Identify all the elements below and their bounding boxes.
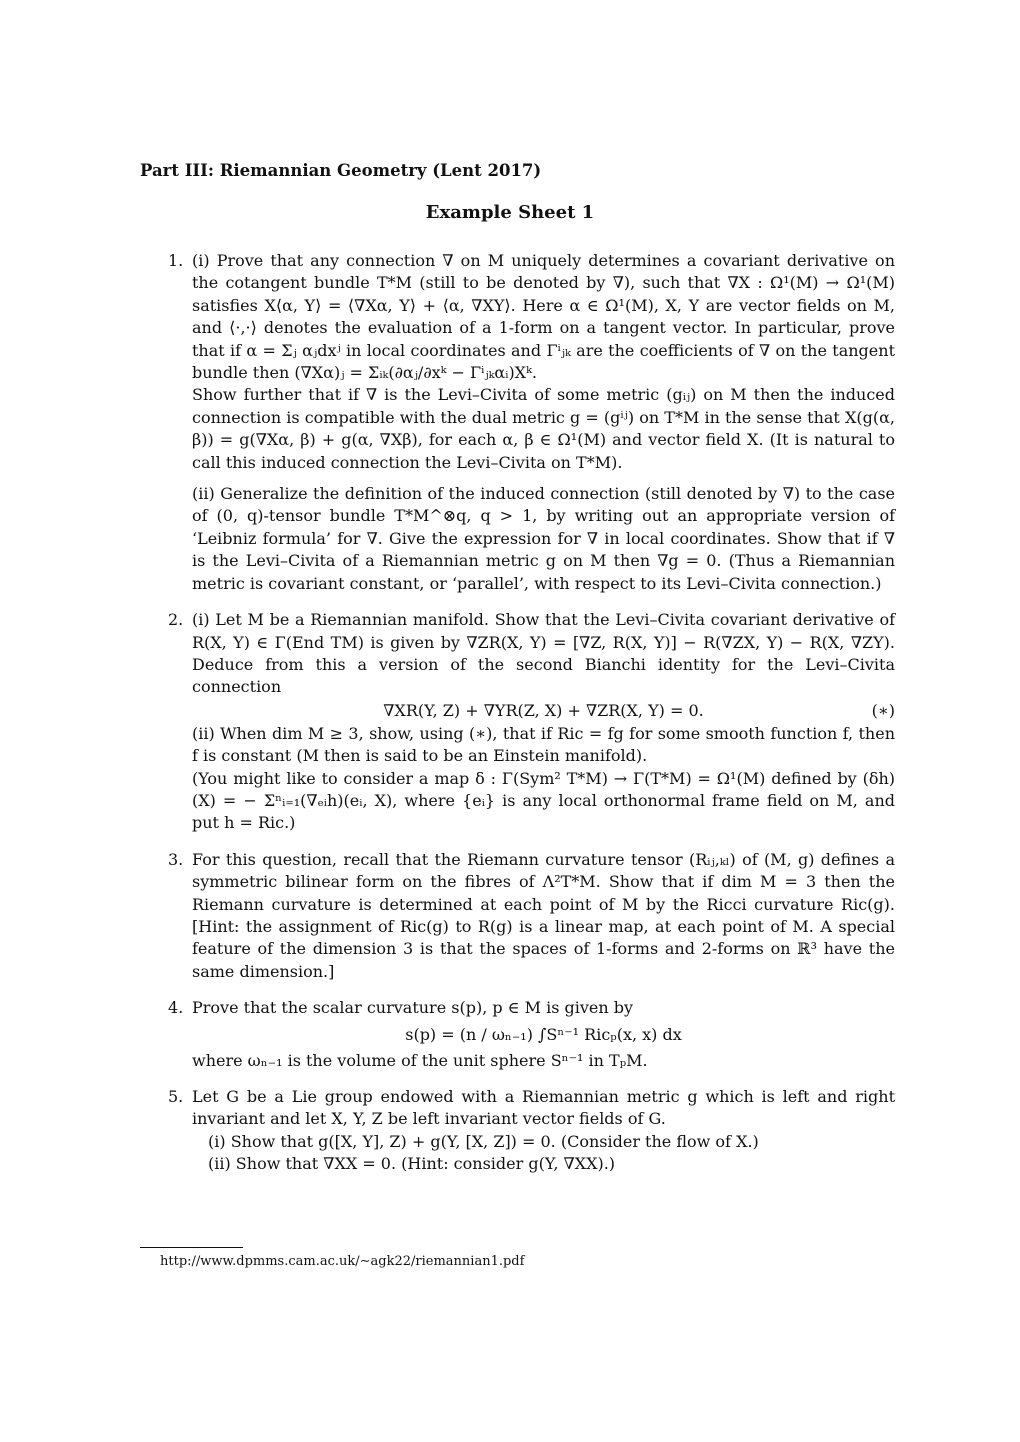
footnote-rule	[140, 1247, 243, 1248]
problem-5	[140, 1086, 895, 1176]
bianchi-identity-equation	[192, 699, 895, 723]
problem-list	[140, 250, 895, 1190]
equation-text: ∇XR(Y, Z) + ∇YR(Z, X) + ∇ZR(X, Y) = 0.	[383, 700, 704, 720]
sheet-title: Example Sheet 1	[425, 202, 595, 223]
problem-number: 4.	[168, 998, 184, 1018]
scalar-curvature-equation: s(p) = (n / ωₙ₋₁) ∫Sⁿ⁻¹ Ricₚ(x, x) dx	[405, 1024, 682, 1044]
problem-2-part-ii: (ii) When dim M ≥ 3, show, using (∗), that if Ric = fg for some smooth function f, then f is constant (M then is said to be an Einstein manifold).	[192, 723, 895, 766]
footnote-url: http://www.dpmms.cam.ac.uk/∼agk22/riemannian1.pdf	[160, 1254, 525, 1269]
problem-2-hint: (You might like to consider a map δ : Γ(Sym² T*M) → Γ(T*M) = Ω¹(M) defined by (δh)(X) = − Σⁿᵢ₌₁(∇ₑᵢh)(eᵢ, X), where {eᵢ} is any local orthonormal frame field on M, and put h = Ric.)	[192, 768, 895, 833]
problem-number: 2.	[168, 610, 184, 630]
problem-4-outro: where ωₙ₋₁ is the volume of the unit sphere Sⁿ⁻¹ in TₚM.	[192, 1050, 648, 1070]
problem-3-text: For this question, recall that the Riemann curvature tensor (Rᵢⱼ,ₖₗ) of (M, g) defines a symmetric bilinear form on the fibres of Λ²T*M. Show that if dim M = 3 then the Riemann curvature is determined at each point of M by the Ricci curvature Ric(g). [Hint: the assignment of Ric(g) to R(g) is a linear map, at each point of M. A special feature of the dimension 3 is that the spaces of 1-forms and 2-forms on ℝ³ have the same dimension.]	[192, 849, 895, 981]
problem-number: 3.	[168, 849, 184, 869]
problem-3	[140, 849, 895, 983]
problem-4	[140, 997, 895, 1072]
problem-1-compatibility: Show further that if ∇ is the Levi–Civita of some metric (gᵢⱼ) on M then the induced connection is compatible with the dual metric g = (gⁱʲ) on T*M in the sense that X(g(α, β)) = g(∇Xα, β) + g(α, ∇Xβ), for each α, β ∈ Ω¹(M) and vector field X. (It is natural to call this induced connection the Levi–Civita on T*M).	[192, 385, 895, 472]
problem-4-intro: Prove that the scalar curvature s(p), p ∈ M is given by	[192, 998, 634, 1018]
course-title: Part III: Riemannian Geometry (Lent 2017)	[140, 161, 542, 180]
problem-5-item-i: (i) Show that g([X, Y], Z) + g(Y, [X, Z]) = 0. (Consider the flow of X.)	[208, 1131, 759, 1151]
problem-number: 1.	[168, 251, 184, 270]
problem-1-part-ii: (ii) Generalize the definition of the induced connection (still denoted by ∇) to the case of (0, q)-tensor bundle T*M^⊗q, q > 1, by writing out an appropriate version of ‘Leibniz formula’ for ∇. Give the expression for ∇ in local coordinates. Show that if ∇ is the Levi–Civita of a Riemannian metric g on M then ∇g = 0. (Thus a Riemannian metric is covariant constant, or ‘parallel’, with respect to its Levi–Civita connection.)	[192, 484, 895, 593]
problem-1	[140, 250, 895, 595]
problem-1-part-i: (i) Prove that any connection ∇ on M uniquely determines a covariant derivative on the cotangent bundle T*M (still to be denoted by ∇), such that ∇X : Ω¹(M) → Ω¹(M) satisfies X⟨α, Y⟩ = ⟨∇Xα, Y⟩ + ⟨α, ∇XY⟩. Here α ∈ Ω¹(M), X, Y are vector fields on M, and ⟨·,·⟩ denotes the evaluation of a 1-form on a tangent vector. In particular, prove that if α = Σⱼ αⱼdxʲ in local coordinates and Γⁱⱼₖ are the coefficients of ∇ on the tangent bundle then (∇Xα)ⱼ = Σᵢₖ(∂αⱼ/∂xᵏ − Γⁱⱼₖαᵢ)Xᵏ.	[192, 251, 895, 383]
problem-number: 5.	[168, 1087, 184, 1106]
equation-tag: (∗)	[871, 700, 895, 720]
problem-2	[140, 609, 895, 835]
problem-2-part-i: (i) Let M be a Riemannian manifold. Show that the Levi–Civita covariant derivative of R(X, Y) ∈ Γ(End TM) is given by ∇ZR(X, Y) = [∇Z, R(X, Y)] − R(∇ZX, Y) − R(X, ∇ZY). Deduce from this a version of the second Bianchi identity for the Levi–Civita connection	[192, 610, 895, 697]
problem-5-item-ii: (ii) Show that ∇XX = 0. (Hint: consider g(Y, ∇XX).)	[208, 1154, 616, 1174]
problem-5-intro: Let G be a Lie group endowed with a Riemannian metric g which is left and right invariant and let X, Y, Z be left invariant vector fields of G.	[192, 1087, 895, 1129]
